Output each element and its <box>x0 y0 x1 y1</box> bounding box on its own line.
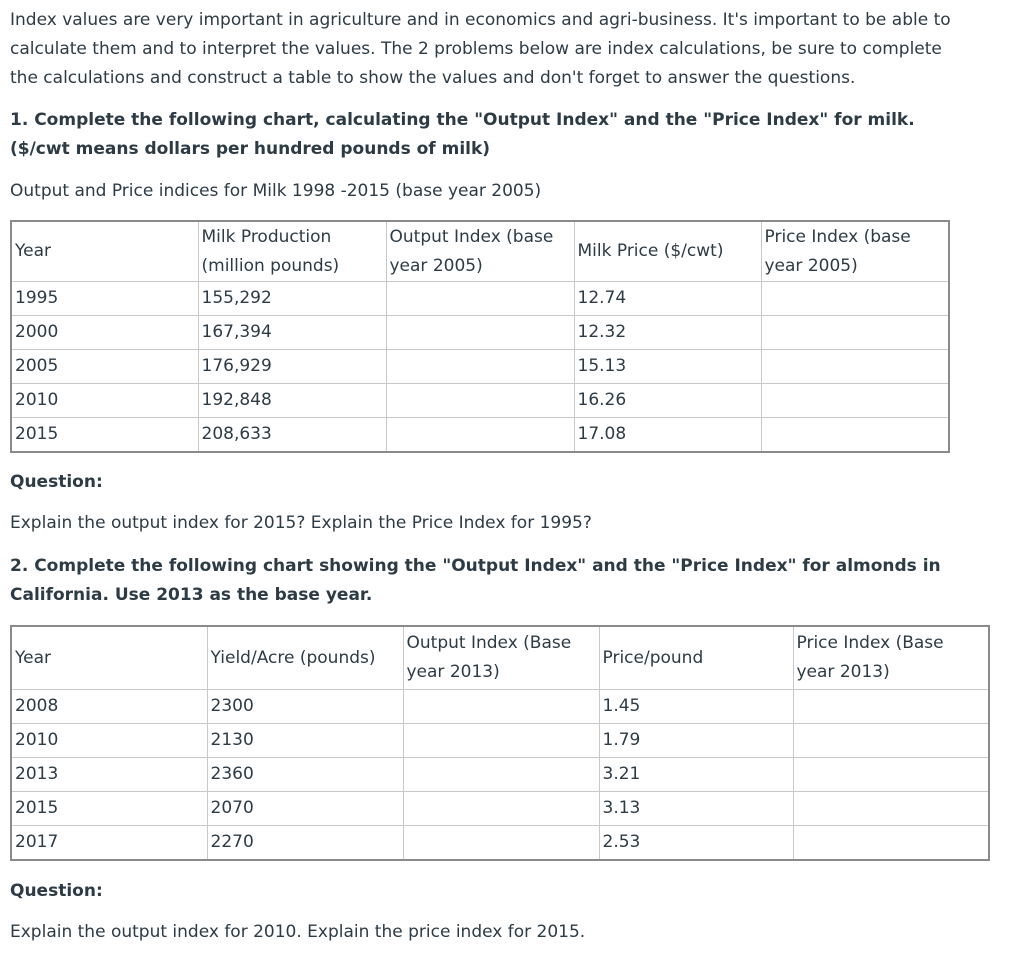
problem1-question-text: Explain the output index for 2015? Explain the Price Index for 1995? <box>10 513 592 533</box>
cell-milk-price: 12.74 <box>574 282 761 316</box>
cell-price-per-pound: 1.79 <box>599 724 793 758</box>
table-row <box>11 826 989 861</box>
table-row <box>11 350 949 384</box>
table-row <box>11 690 989 724</box>
cell-milk-production: 192,848 <box>198 384 386 418</box>
header-output-index: Output Index (base year 2005) <box>386 221 574 282</box>
table-header-row <box>11 626 989 690</box>
problem1-caption: Output and Price indices for Milk 1998 -2015 (base year 2005) <box>10 181 542 201</box>
table-row <box>11 724 989 758</box>
cell-year: 2015 <box>11 418 198 453</box>
cell-yield-per-acre: 2070 <box>207 792 403 826</box>
cell-year: 2015 <box>11 792 207 826</box>
table-row <box>11 418 949 453</box>
cell-yield-per-acre: 2360 <box>207 758 403 792</box>
header-output-index: Output Index (Base year 2013) <box>403 626 599 690</box>
header-price-index: Price Index (Base year 2013) <box>793 626 989 690</box>
cell-milk-price: 17.08 <box>574 418 761 453</box>
table-row <box>11 758 989 792</box>
header-price-per-pound: Price/pound <box>599 626 793 690</box>
cell-price-index[interactable] <box>793 826 989 861</box>
cell-output-index[interactable] <box>403 724 599 758</box>
header-yield-per-acre: Yield/Acre (pounds) <box>207 626 403 690</box>
cell-milk-production: 176,929 <box>198 350 386 384</box>
cell-year: 2017 <box>11 826 207 861</box>
cell-price-index[interactable] <box>761 350 949 384</box>
problem1-question-label: Question: <box>10 472 103 492</box>
cell-year: 2010 <box>11 724 207 758</box>
cell-price-per-pound: 3.13 <box>599 792 793 826</box>
cell-yield-per-acre: 2300 <box>207 690 403 724</box>
almond-index-table <box>10 625 990 861</box>
table-header-row <box>11 221 949 282</box>
table-row <box>11 282 949 316</box>
cell-price-index[interactable] <box>793 724 989 758</box>
document-body <box>10 6 1000 947</box>
header-year: Year <box>11 626 207 690</box>
table-row <box>11 316 949 350</box>
table-row <box>11 384 949 418</box>
cell-year: 2005 <box>11 350 198 384</box>
cell-output-index[interactable] <box>386 282 574 316</box>
cell-price-per-pound: 2.53 <box>599 826 793 861</box>
cell-output-index[interactable] <box>403 758 599 792</box>
cell-milk-production: 167,394 <box>198 316 386 350</box>
cell-price-index[interactable] <box>793 758 989 792</box>
cell-price-per-pound: 3.21 <box>599 758 793 792</box>
cell-output-index[interactable] <box>386 350 574 384</box>
milk-index-table <box>10 220 950 453</box>
cell-output-index[interactable] <box>386 418 574 453</box>
cell-milk-production: 155,292 <box>198 282 386 316</box>
cell-milk-price: 12.32 <box>574 316 761 350</box>
cell-output-index[interactable] <box>403 690 599 724</box>
cell-year: 2010 <box>11 384 198 418</box>
problem2-question-text: Explain the output index for 2010. Explain the price index for 2015. <box>10 922 586 942</box>
header-milk-production: Milk Production (million pounds) <box>198 221 386 282</box>
cell-year: 2000 <box>11 316 198 350</box>
problem2-question-label: Question: <box>10 881 103 901</box>
cell-milk-price: 16.26 <box>574 384 761 418</box>
problem2-heading: 2. Complete the following chart showing the "Output Index" and the "Price Index" for almonds in California. Use 2013 as the base year. <box>10 556 941 605</box>
cell-year: 2008 <box>11 690 207 724</box>
header-price-index: Price Index (base year 2005) <box>761 221 949 282</box>
cell-price-index[interactable] <box>761 282 949 316</box>
cell-milk-price: 15.13 <box>574 350 761 384</box>
cell-price-per-pound: 1.45 <box>599 690 793 724</box>
cell-output-index[interactable] <box>403 792 599 826</box>
cell-price-index[interactable] <box>761 384 949 418</box>
header-milk-price: Milk Price ($/cwt) <box>574 221 761 282</box>
cell-price-index[interactable] <box>761 418 949 453</box>
cell-year: 2013 <box>11 758 207 792</box>
intro-paragraph: Index values are very important in agriculture and in economics and agri-business. It's important to be able to calculate them and to interpret the values. The 2 problems below are index calculations, be sure to complete the calculations and construct a table to show the values and don't forget to answer the questions. <box>10 10 951 88</box>
cell-price-index[interactable] <box>761 316 949 350</box>
cell-yield-per-acre: 2130 <box>207 724 403 758</box>
cell-price-index[interactable] <box>793 690 989 724</box>
problem1-heading: 1. Complete the following chart, calculating the "Output Index" and the "Price Index" for milk. ($/cwt means dollars per hundred pounds of milk) <box>10 110 915 159</box>
cell-output-index[interactable] <box>386 384 574 418</box>
table-row <box>11 792 989 826</box>
cell-output-index[interactable] <box>386 316 574 350</box>
cell-year: 1995 <box>11 282 198 316</box>
cell-price-index[interactable] <box>793 792 989 826</box>
cell-yield-per-acre: 2270 <box>207 826 403 861</box>
cell-output-index[interactable] <box>403 826 599 861</box>
cell-milk-production: 208,633 <box>198 418 386 453</box>
header-year: Year <box>11 221 198 282</box>
